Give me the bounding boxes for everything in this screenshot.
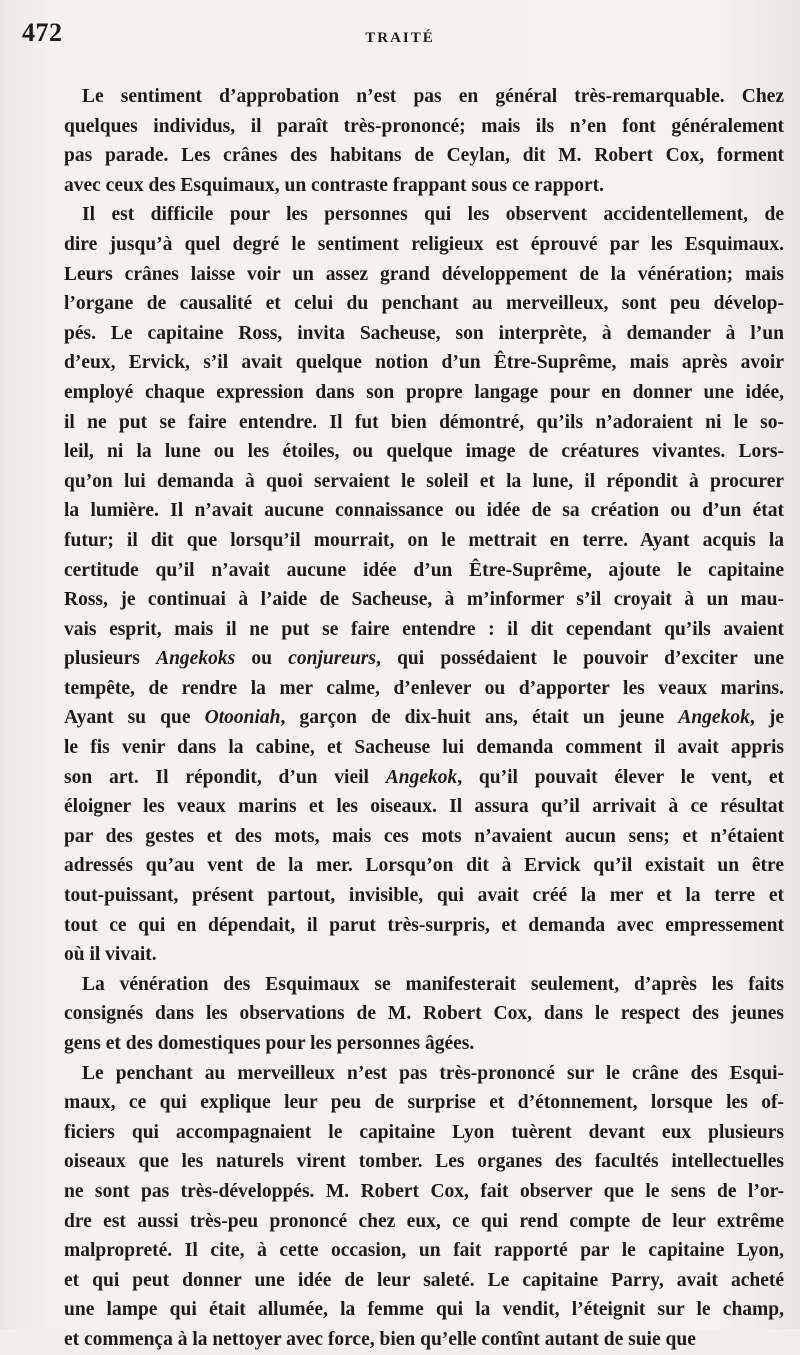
body-text: [64, 82, 784, 1355]
text-line: avec ceux des Esquimaux, un contraste frappant sous ce rapport.: [64, 174, 605, 196]
text-line: Le penchant au merveilleux n’est pas très-prononcé sur le crâne des Esqui-: [82, 1062, 784, 1084]
text-line: dre est aussi très-peu prononcé chez eux, ce qui rend compte de leur extrême: [64, 1210, 784, 1232]
text-line: Il est difficile pour les personnes qui les observent accidentellement, de: [82, 204, 784, 226]
text-line: où il vivait.: [64, 944, 157, 966]
text-line: tempête, de rendre la mer calme, d’enlever ou d’apporter les veaux marins.: [64, 677, 784, 699]
text-line: éloigner les veaux marins et les oiseaux. Il assura qu’il arrivait à ce résultat: [64, 796, 784, 818]
text-line: par des gestes et des mots, mais ces mots n’avaient aucun sens; et n’étaient: [64, 825, 784, 847]
text-line: Ross, je continuai à l’aide de Sacheuse, à m’informer s’il croyait à un mau-: [64, 589, 784, 611]
text-line: Leurs crânes laisse voir un assez grand développement de la vénération; mais: [64, 263, 784, 285]
text-line: Ayant su que Otooniah, garçon de dix-huit ans, était un jeune Angekok, je: [64, 707, 784, 729]
text-line: futur; il dit que lorsqu’il mourrait, on le mettrait en terre. Ayant acquis la: [64, 529, 784, 551]
page-number: 472: [22, 18, 63, 47]
text-line: quelques individus, il paraît très-prononcé; mais ils n’en font généralement: [64, 115, 784, 137]
text-line: l’organe de causalité et celui du penchant au merveilleux, sont peu dévelop-: [64, 293, 784, 315]
text-line: oiseaux que les naturels virent tomber. Les organes des facultés intellectuelles: [64, 1151, 784, 1173]
text-line: vais esprit, mais il ne put se faire entendre : il dit cependant qu’ils avaient: [64, 618, 784, 640]
text-line: adressés qu’au vent de la mer. Lorsqu’on dit à Ervick qu’il existait un être: [64, 855, 784, 877]
text-line: il ne put se faire entendre. Il fut bien démontré, qu’ils n’adoraient ni le so-: [64, 411, 784, 433]
text-line: maux, ce qui explique leur peu de surprise et d’étonnement, lorsque les of-: [64, 1092, 784, 1114]
text-line: son art. Il répondit, d’un vieil Angekok, qu’il pouvait élever le vent, et: [64, 766, 784, 788]
text-line: ne sont pas très-développés. M. Robert Cox, fait observer que le sens de l’or-: [64, 1180, 784, 1202]
text-line: La vénération des Esquimaux se manifesterait seulement, d’après les faits: [82, 973, 784, 995]
page-header: [0, 0, 800, 60]
text-line: tout ce qui en dépendait, il parut très-surpris, et demanda avec empressement: [64, 914, 784, 936]
text-line: plusieurs Angekoks ou conjureurs, qui possédaient le pouvoir d’exciter une: [64, 648, 784, 670]
text-line: et commença à la nettoyer avec force, bien qu’elle contînt autant de suie que: [64, 1328, 696, 1350]
text-line: ficiers qui accompagnaient le capitaine Lyon tuèrent devant eux plusieurs: [64, 1121, 784, 1143]
text-line: employé chaque expression dans son propre langage pour en donner une idée,: [64, 381, 784, 403]
text-line: consignés dans les observations de M. Robert Cox, dans le respect des jeunes: [64, 1003, 784, 1025]
text-line: une lampe qui était allumée, la femme qui la vendit, l’éteignit sur le champ,: [64, 1299, 784, 1321]
text-line: gens et des domestiques pour les personnes âgées.: [64, 1033, 475, 1054]
text-line: dire jusqu’à quel degré le sentiment religieux est éprouvé par les Esquimaux.: [64, 233, 784, 255]
text-line: la lumière. Il n’avait aucune connaissance ou idée de sa création ou d’un état: [64, 500, 784, 522]
text-line: Le sentiment d’approbation n’est pas en général très-remarquable. Chez: [82, 86, 784, 107]
text-line: et qui peut donner une idée de leur saleté. Le capitaine Parry, avait acheté: [64, 1269, 784, 1291]
text-line: qu’on lui demanda à quoi servaient le soleil et la lune, il répondit à procurer: [64, 470, 784, 492]
text-line: pas parade. Les crânes des habitans de Ceylan, dit M. Robert Cox, forment: [64, 145, 784, 167]
text-line: tout-puissant, présent partout, invisible, qui avait créé la mer et la terre et: [64, 885, 784, 907]
text-line: d’eux, Ervick, s’il avait quelque notion d’un Être-Suprême, mais après avoir: [64, 352, 784, 374]
text-line: pés. Le capitaine Ross, invita Sacheuse, son interprète, à demander à l’un: [64, 322, 784, 344]
text-line: malpropreté. Il cite, à cette occasion, un fait rapporté par le capitaine Lyon,: [64, 1240, 784, 1262]
text-line: certitude qu’il n’avait aucune idée d’un Être-Suprême, ajoute le capitaine: [64, 559, 784, 581]
running-title: TRAITÉ: [365, 30, 435, 46]
text-line: le fis venir dans la cabine, et Sacheuse lui demanda comment il avait appris: [64, 737, 784, 759]
text-line: leil, ni la lune ou les étoiles, ou quelque image de créatures vivantes. Lors-: [64, 441, 784, 463]
